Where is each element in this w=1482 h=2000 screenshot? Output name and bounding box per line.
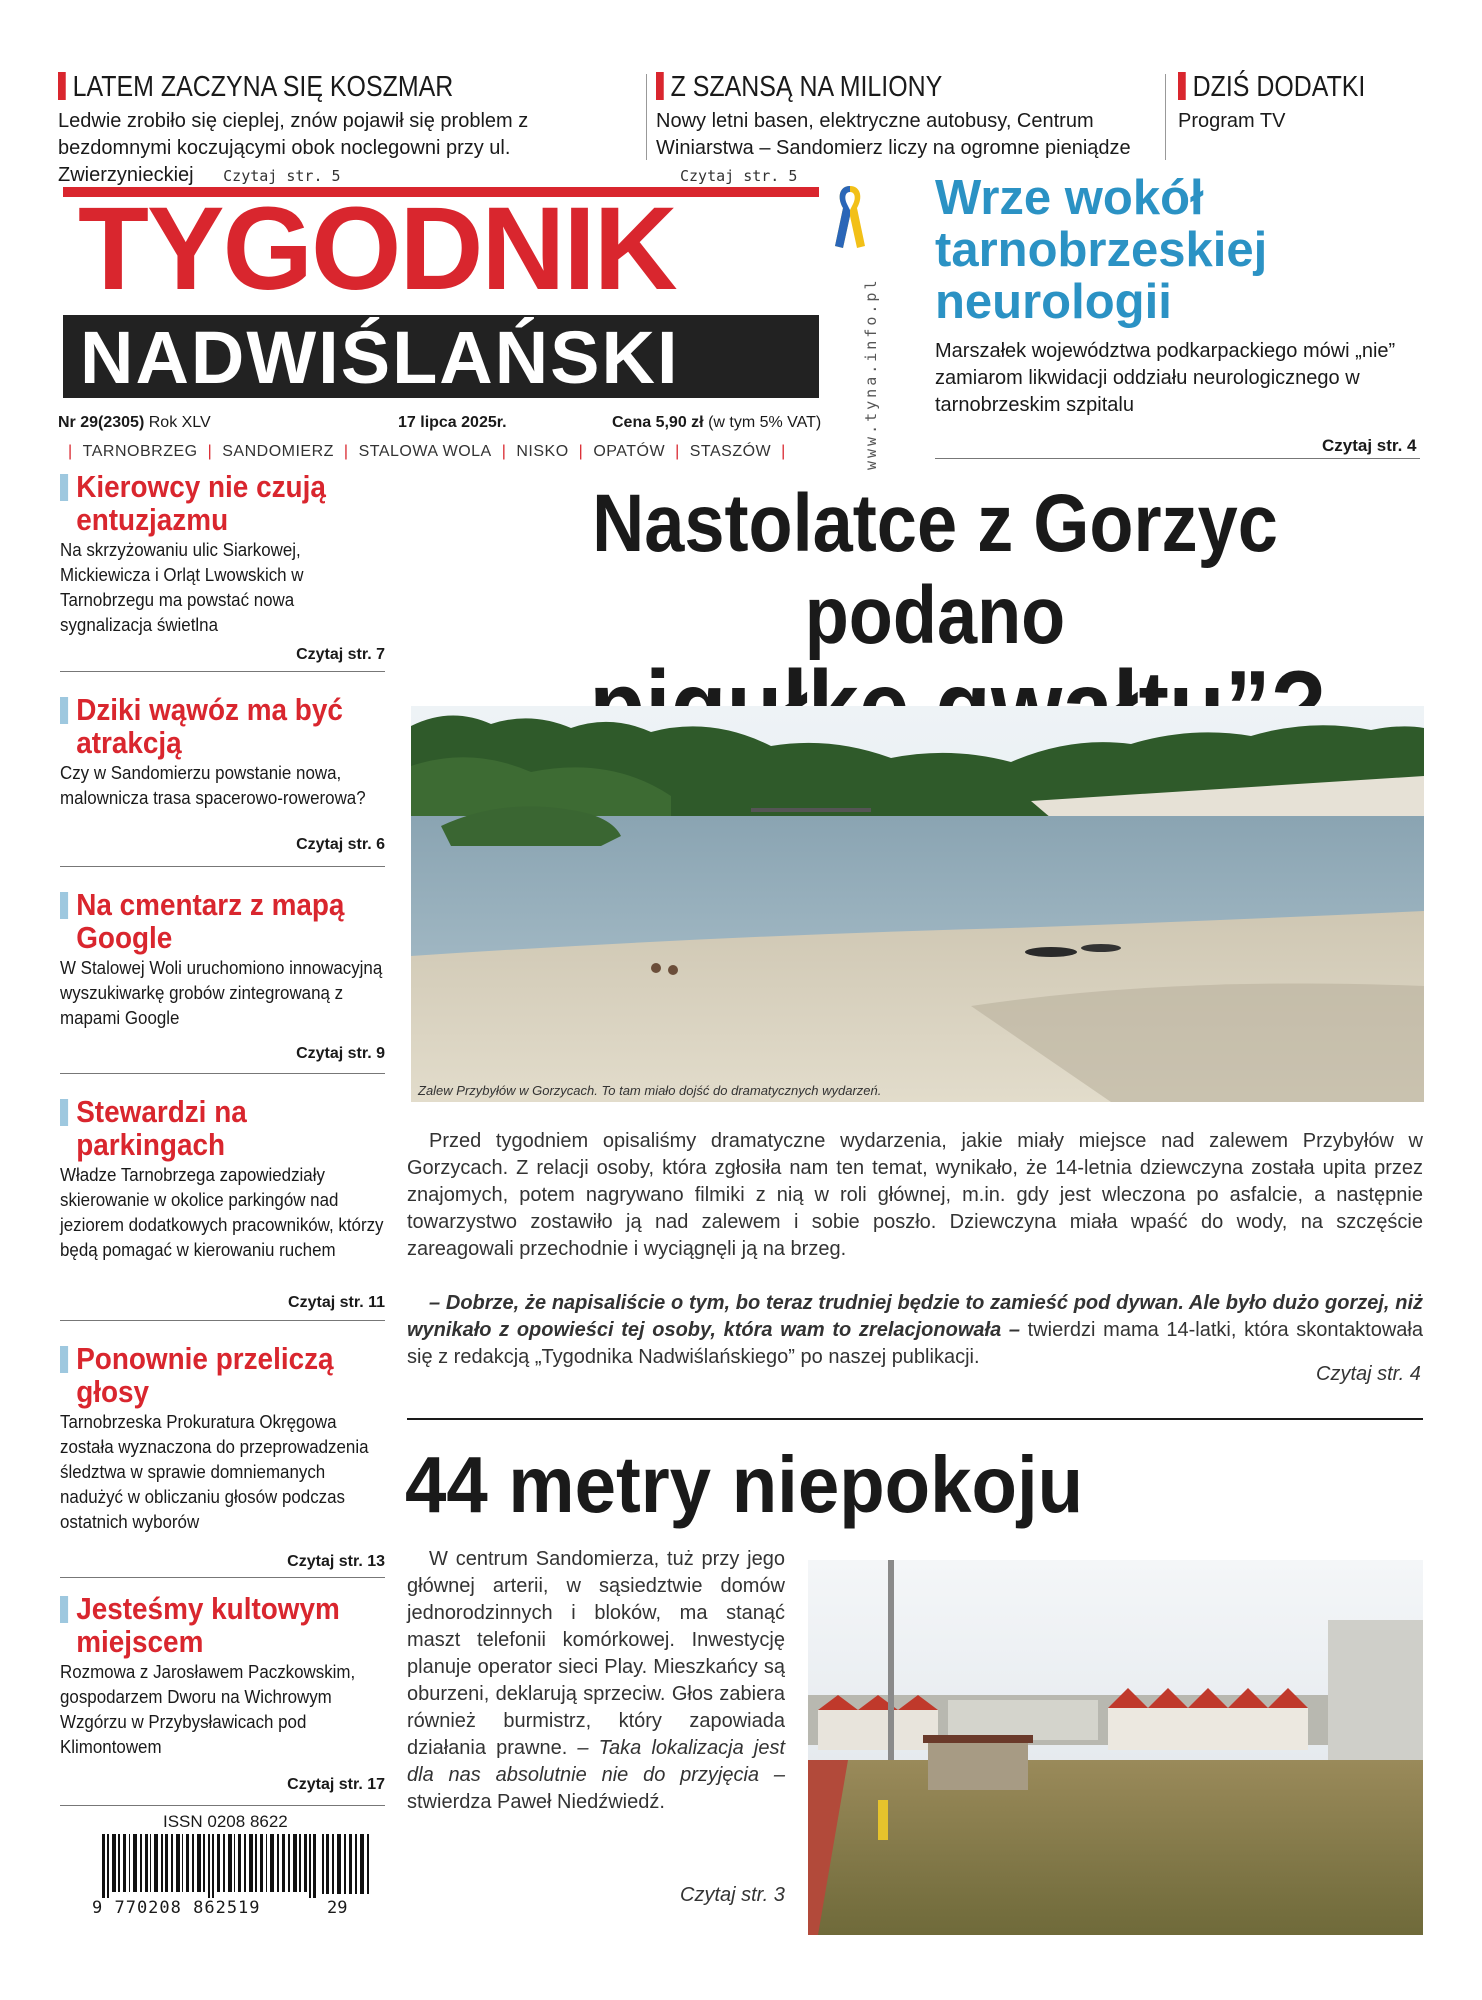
- teaser-3-title: DZIŚ DODATKI: [1178, 70, 1402, 104]
- cities-list: | TARNOBRZEG | SANDOMIERZ | STALOWA WOLA | NISKO | OPATÓW | STASZÓW |: [68, 443, 786, 460]
- photo-caption: Zalew Przybyłów w Gorzycach. To tam miało dojść do dramatycznych wydarzeń.: [418, 1083, 882, 1098]
- issn-number: ISSN 0208 8622: [163, 1812, 288, 1831]
- red-marker-icon: [656, 72, 664, 100]
- divider: [60, 1073, 385, 1074]
- sidebar-item-title: Dziki wąwóz ma być atrakcją: [60, 693, 353, 759]
- divider: [1165, 74, 1166, 160]
- sidebar-item-2[interactable]: [60, 693, 385, 863]
- teaser-2-title: Z SZANSĄ NA MILIONY: [656, 70, 1086, 104]
- teaser-1-ref: Czytaj str. 5: [223, 167, 341, 185]
- sidebar-item-text: Czy w Sandomierzu powstanie nowa, malownicza trasa spacerowo-rowerowa?: [60, 763, 366, 808]
- masthead-subtitle: NADWIŚLAŃSKI: [80, 316, 680, 399]
- sidebar-item-1[interactable]: [60, 470, 385, 670]
- sidebar-item-text: Rozmowa z Jarosławem Paczkowskim, gospodarzem Dworu na Wichrowym Wzgórzu w Przybysławicach pod Klimontowem: [60, 1662, 356, 1757]
- main-story-para1: Przed tygodniem opisaliśmy dramatyczne wydarzenia, jakie miały miejsce nad zalewem Przybyłów w Gorzycach. Z relacji osoby, która zgłosiła nam ten temat, wynikało, że 14-letnia dziewczyna została upita przez znajomych, potem nagrywano filmiki z nią w roli głównej, m.in. gdy jest wleczona po asfalcie, a następnie towarzystwo zostawiło ją nad zalewem i sobie poszło. Dziewczyna miała wpaść do wody, na szczęście zareagowali przechodnie i wyciągnęli ją na brzeg.: [407, 1130, 1423, 1260]
- sidebar-item-4[interactable]: [60, 1095, 385, 1320]
- barcode-addon-icon: [322, 1834, 370, 1894]
- second-story-quote: – Taka lokalizacja jest dla nas absolutnie nie do przyjęcia –: [407, 1737, 785, 1786]
- teaser-2-text: Nowy letni basen, elektryczne autobusy, Centrum Winiarstwa – Sandomierz liczy na ogromne pieniądze Czytaj str. 5: [656, 110, 1131, 185]
- barcode-digits: 9 770208 862519: [92, 1898, 261, 1918]
- second-story-text: W centrum Sandomierza, tuż przy jego głównej arterii, w sąsiedztwie domów jednorodzinnych i bloków, ma stanąć maszt telefonii komórkowej. Inwestycję planuje operator sieci Play. Mieszkańcy są oburzeni, deklarują sprzeciw. Głos zabiera również burmistrz, który zapowiada działania prawne. – Taka lokalizacja jest dla nas absolutnie nie do przyjęcia – stwierdza Paweł Niedźwiedź.: [407, 1548, 785, 1813]
- masthead-title: TYGODNIK: [78, 183, 676, 315]
- divider: [60, 671, 385, 672]
- barcode-addon-digits: 29: [327, 1898, 348, 1918]
- sidebar-item-ref: Czytaj str. 13: [287, 1553, 385, 1570]
- divider: [60, 866, 385, 867]
- divider: [60, 1805, 385, 1806]
- main-story-quote: – Dobrze, że napisaliście o tym, bo teraz trudniej będzie to zamieść pod dywan. Ale było dużo gorzej, niż wynikało z opowieści tej osoby, która wam to zrelacjonowała –: [407, 1292, 1423, 1341]
- sidebar-item-text: W Stalowej Woli uruchomiono innowacyjną wyszukiwarkę grobów zintegrowaną z mapami Google: [60, 958, 383, 1028]
- sidebar-item-5[interactable]: [60, 1342, 385, 1577]
- ukraine-ribbon-icon: [833, 182, 867, 252]
- sidebar-item-title: Na cmentarz z mapą Google: [60, 888, 353, 954]
- divider: [60, 1320, 385, 1321]
- sidebar-item-ref: Czytaj str. 9: [296, 1045, 385, 1062]
- red-marker-icon: [58, 72, 66, 100]
- sidebar-item-title: Jesteśmy kultowym miejscem: [60, 1592, 353, 1658]
- teaser-3[interactable]: [1178, 70, 1438, 135]
- second-story-ref[interactable]: Czytaj str. 3: [680, 1884, 785, 1906]
- neurology-headline[interactable]: Wrze wokół tarnobrzeskiej neurologii: [935, 171, 1268, 329]
- main-headline-line1: Nastolatce z Gorzyc podano: [592, 478, 1278, 661]
- teaser-2-ref: Czytaj str. 5: [680, 167, 798, 185]
- divider: [60, 1577, 385, 1578]
- main-story-ref[interactable]: Czytaj str. 4: [1316, 1363, 1421, 1385]
- teaser-1-text: Ledwie zrobiło się cieplej, znów pojawił się problem z bezdomnymi koczującymi obok noclegowni przy ul. Zwierzynieckiej Czytaj str. 5: [58, 110, 529, 186]
- section-divider: [407, 1418, 1423, 1420]
- teaser-1-title: LATEM ZACZYNA SIĘ KOSZMAR: [58, 70, 557, 104]
- main-story-para2: – Dobrze, że napisaliście o tym, bo teraz trudniej będzie to zamieść pod dywan. Ale było dużo gorzej, niż wynikało z opowieści tej osoby, która wam to zrelacjonowała – twierdzi mama 14-latki, która skontaktowała się z redakcją „Tygodnika Nadwiślańskiego” po naszej publikacji.: [407, 1292, 1423, 1368]
- second-story-headline[interactable]: 44 metry niepokoju: [405, 1440, 1084, 1529]
- neurology-ref[interactable]: Czytaj str. 4: [1322, 436, 1417, 455]
- sidebar-item-text: Tarnobrzeska Prokuratura Okręgowa została wyznaczona do przeprowadzenia śledztwa w sprawie domniemanych nadużyć w obliczaniu głosów podczas ostatnich wyborów: [60, 1412, 369, 1532]
- sidebar-item-ref: Czytaj str. 6: [296, 836, 385, 853]
- sidebar-item-title: Kierowcy nie czują entuzjazmu: [60, 470, 353, 536]
- sidebar-item-title: Stewardzi na parkingach: [60, 1095, 353, 1161]
- sandomierz-photo: [808, 1560, 1423, 1935]
- sidebar-item-text: Na skrzyżowaniu ulic Siarkowej, Mickiewicza i Orląt Lwowskich w Tarnobrzegu ma powstać nowa sygnalizacja świetlna: [60, 540, 304, 635]
- website-url[interactable]: www.tyna.info.pl: [862, 277, 880, 470]
- sidebar-item-6[interactable]: [60, 1592, 385, 1802]
- divider: [646, 74, 647, 160]
- teaser-1[interactable]: [58, 70, 638, 190]
- sidebar-item-text: Władze Tarnobrzega zapowiedziały skierowanie w okolice parkingów nad jeziorem dodatkowych pracowników, którzy będą pomagać w kierowaniu ruchem: [60, 1165, 384, 1260]
- teaser-3-text: Program TV: [1178, 110, 1286, 132]
- sidebar-item-ref: Czytaj str. 11: [288, 1294, 385, 1311]
- issue-date: 17 lipca 2025r.: [398, 414, 507, 431]
- divider: [935, 458, 1420, 459]
- sidebar-item-title: Ponownie przeliczą głosy: [60, 1342, 353, 1408]
- red-marker-icon: [1178, 72, 1186, 100]
- sidebar-item-ref: Czytaj str. 17: [287, 1776, 385, 1793]
- sidebar-item-3[interactable]: [60, 888, 385, 1073]
- price: Cena 5,90 zł (w tym 5% VAT): [612, 414, 822, 431]
- issue-info: Nr 29(2305) Rok XLV: [58, 414, 211, 431]
- sidebar-item-ref: Czytaj str. 7: [296, 646, 385, 663]
- lake-photo: [411, 706, 1424, 1102]
- neurology-text: Marszałek województwa podkarpackiego mówi „nie” zamiarom likwidacji oddziału neurologicznego w tarnobrzeskim szpitalu: [935, 340, 1396, 416]
